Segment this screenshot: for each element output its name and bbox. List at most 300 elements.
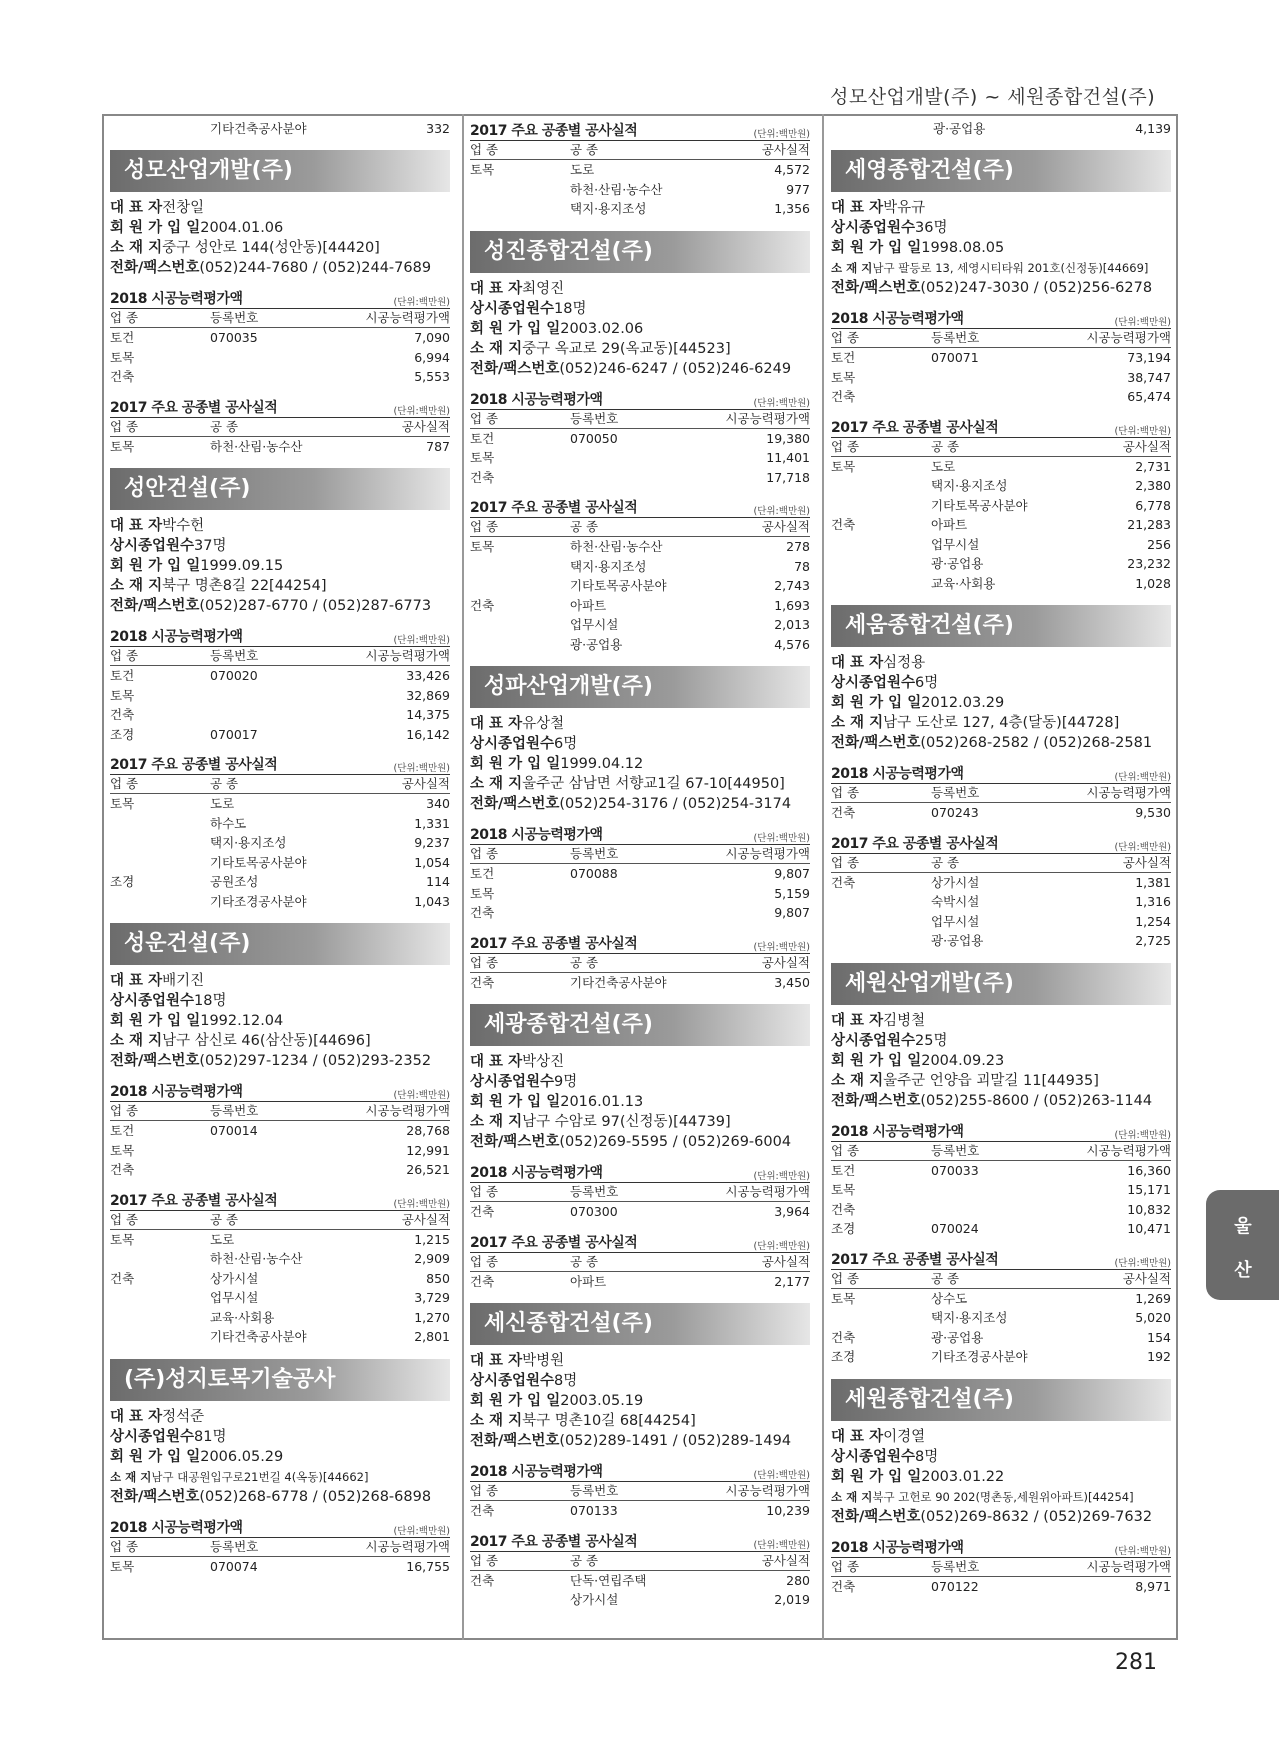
section-header — [470, 1531, 810, 1552]
capability-table — [831, 308, 1171, 407]
cell: 건축 — [831, 805, 856, 820]
cell: 070122 — [931, 1578, 979, 1594]
info-label: 회 원 가 입 일 — [110, 558, 201, 574]
info-value: 81명 — [194, 1428, 227, 1445]
table-header — [831, 438, 1171, 457]
cell: 아파트 — [570, 597, 607, 613]
cell: 조경 — [110, 726, 135, 742]
info-value: (052)246-6247 / (052)246-6249 — [559, 360, 792, 377]
cell: 업무시설 — [570, 617, 619, 632]
info-line — [831, 238, 1171, 258]
table-row — [470, 537, 810, 557]
table-row — [470, 1571, 810, 1591]
cell: 토목 — [110, 438, 135, 454]
table-row — [110, 1269, 450, 1289]
info-value: 박유규 — [883, 200, 926, 216]
info-label: 회 원 가 입 일 — [831, 1052, 922, 1069]
unit-label: (단위:백만원) — [1114, 317, 1171, 328]
unit-label: (단위:백만원) — [753, 397, 810, 409]
info-line — [110, 1487, 450, 1507]
cell: 광·공업용 — [931, 933, 984, 948]
col-header: 공사실적 — [401, 418, 450, 434]
company-block — [110, 923, 450, 1347]
cell: 토건 — [470, 866, 495, 881]
col-header: 공 종 — [570, 1552, 599, 1568]
cell: 토건 — [831, 1162, 856, 1178]
table-row — [110, 1327, 450, 1347]
company-block — [831, 150, 1171, 593]
table-row — [110, 853, 450, 873]
info-label: 소 재 지 — [831, 715, 884, 731]
info-line — [831, 673, 1171, 693]
info-line — [470, 1132, 810, 1152]
table-row — [110, 892, 450, 912]
table-row — [110, 1141, 450, 1161]
cell: 38,747 — [1127, 369, 1171, 385]
info-line — [831, 1091, 1171, 1111]
cell — [210, 686, 340, 706]
cell — [210, 348, 340, 368]
unit-label: (단위:백만원) — [393, 297, 450, 308]
info-value: (052)269-5595 / (052)269-6004 — [559, 1134, 792, 1150]
cell: 070033 — [931, 1162, 979, 1178]
cell — [210, 705, 340, 725]
info-value: 8명 — [915, 1448, 939, 1465]
cell — [931, 368, 1061, 388]
section-title: 2017 주요 공종별 공사실적 — [110, 757, 278, 773]
info-label: 전화/팩스번호 — [110, 1488, 200, 1505]
cell: 2,380 — [1135, 478, 1171, 493]
info-value: 남구 삼신로 46(삼산동)[44696] — [162, 1033, 371, 1049]
col-header: 공사실적 — [761, 954, 810, 970]
info-line — [470, 714, 810, 734]
table-header — [470, 954, 810, 973]
cell: 070017 — [210, 726, 258, 742]
info-label: 상시종업원수 — [110, 1428, 195, 1445]
table-header — [470, 845, 810, 864]
table-header — [110, 775, 450, 794]
col-header: 공 종 — [931, 1270, 960, 1286]
column-3 — [831, 120, 1171, 1600]
cell: 15,171 — [1127, 1182, 1171, 1197]
info-label: 소 재 지 — [110, 1469, 152, 1484]
info-label: 대 표 자 — [470, 1054, 523, 1070]
cell: 기타토목공사분야 — [570, 578, 667, 593]
col-header: 등록번호 — [210, 1538, 259, 1554]
table-row — [110, 1308, 450, 1328]
col-header: 업 종 — [831, 330, 860, 345]
info-label: 대 표 자 — [831, 1012, 884, 1029]
cell: 건축 — [831, 1329, 856, 1345]
cell: 2,743 — [774, 578, 810, 593]
col-header: 공 종 — [570, 954, 599, 970]
table-row — [470, 1202, 810, 1222]
unit-label: (단위:백만원) — [1114, 772, 1171, 783]
table-row — [470, 1590, 810, 1610]
unit-label: (단위:백만원) — [393, 763, 450, 774]
cell: 광·공업용 — [931, 1329, 984, 1345]
info-label: 소 재 지 — [831, 1072, 884, 1089]
cell: 건축 — [110, 1270, 135, 1286]
cell — [931, 1200, 1061, 1220]
cell: 토건 — [110, 668, 135, 683]
section-header — [831, 1121, 1171, 1142]
cell — [831, 931, 931, 951]
info-value: 1999.09.15 — [200, 558, 284, 574]
info-label: 대 표 자 — [110, 518, 163, 534]
col-header: 업 종 — [110, 1538, 139, 1554]
cell: 9,807 — [774, 866, 810, 881]
info-label: 상시종업원수 — [470, 1074, 555, 1090]
table-row — [110, 1249, 450, 1269]
section-header — [470, 1232, 810, 1253]
cell: 1,331 — [414, 815, 450, 831]
info-label: 회 원 가 입 일 — [110, 1448, 201, 1465]
capability-table — [470, 1461, 810, 1521]
section-title: 2018 시공능력평가액 — [470, 1165, 603, 1181]
cell: 조경 — [110, 874, 135, 889]
col-header: 등록번호 — [210, 648, 259, 663]
cell — [470, 615, 570, 635]
performance-table — [470, 497, 810, 654]
info-label: 상시종업원수 — [831, 220, 916, 236]
section-header — [110, 1081, 450, 1102]
col-header: 업 종 — [110, 418, 139, 434]
table-row — [110, 686, 450, 706]
cell: 교육·사회용 — [210, 1309, 275, 1325]
col-header: 업 종 — [831, 1270, 860, 1286]
section-title: 2017 주요 공종별 공사실적 — [110, 399, 278, 416]
info-label: 대 표 자 — [470, 280, 523, 297]
col-header: 등록번호 — [931, 1142, 980, 1158]
cell: 토목 — [831, 458, 856, 474]
info-value: (052)244-7680 / (052)244-7689 — [199, 260, 432, 276]
section-title: 2017 주요 공종별 공사실적 — [831, 419, 999, 436]
info-value: 최영진 — [522, 280, 565, 297]
company-name: 성모산업개발(주) — [110, 150, 450, 192]
section-title: 2017 주요 공종별 공사실적 — [110, 1192, 278, 1209]
info-line — [470, 1351, 810, 1371]
col-header: 시공능력평가액 — [1086, 785, 1171, 800]
table-row — [831, 476, 1171, 496]
col-header: 등록번호 — [931, 330, 980, 345]
cell: 건축 — [470, 905, 495, 920]
info-label: 소 재 지 — [470, 1114, 523, 1130]
cell: 9,530 — [1135, 805, 1171, 820]
table-header — [831, 854, 1171, 873]
cell — [831, 496, 931, 516]
unit-label: (단위:백만원) — [1114, 1129, 1171, 1141]
region-side-tab: 울 산 — [1206, 1190, 1279, 1300]
capability-table — [470, 1162, 810, 1222]
info-line — [831, 1051, 1171, 1071]
info-line — [831, 693, 1171, 713]
table-row — [831, 1328, 1171, 1348]
col-header: 공 종 — [210, 776, 239, 791]
cell: 기타토목공사분야 — [210, 854, 307, 870]
info-label: 전화/팩스번호 — [470, 1134, 560, 1150]
cell: 340 — [426, 796, 450, 811]
info-line — [110, 516, 450, 536]
cell: 3,964 — [774, 1204, 810, 1219]
cell: 하천·산림·농수산 — [210, 438, 303, 454]
col-header: 시공능력평가액 — [725, 1184, 810, 1199]
info-line — [470, 319, 810, 339]
section-title: 2018 시공능력평가액 — [831, 311, 964, 327]
table-row — [110, 1230, 450, 1250]
col-header: 등록번호 — [570, 846, 619, 861]
info-label: 소 재 지 — [110, 1033, 163, 1049]
table-row — [110, 705, 450, 725]
info-value: 심정용 — [883, 655, 926, 671]
cell: 26,521 — [406, 1162, 450, 1177]
section-header — [110, 1190, 450, 1211]
table-row — [831, 1289, 1171, 1309]
info-label: 회 원 가 입 일 — [470, 1393, 561, 1409]
info-line — [110, 991, 450, 1011]
cell: 기타건축공사분야 — [210, 1329, 307, 1344]
cell: 도로 — [210, 796, 235, 811]
cell: 23,232 — [1127, 556, 1171, 571]
info-line — [470, 1371, 810, 1391]
cell: 16,142 — [406, 726, 450, 742]
info-label: 전화/팩스번호 — [831, 735, 921, 751]
section-title: 2017 주요 공종별 공사실적 — [470, 1234, 638, 1251]
info-value: 울주군 삼남면 서향교1길 67-10[44950] — [522, 776, 785, 792]
col-header: 업 종 — [470, 954, 499, 970]
info-value: 1998.08.05 — [921, 240, 1005, 256]
section-header — [110, 754, 450, 775]
cell: 3,450 — [774, 974, 810, 990]
cell — [831, 1308, 931, 1328]
info-line — [831, 653, 1171, 673]
info-value: 2006.05.29 — [200, 1448, 284, 1465]
col-header: 공 종 — [570, 1253, 599, 1269]
table-row — [110, 328, 450, 348]
table-header — [831, 784, 1171, 803]
col-header: 등록번호 — [931, 1558, 980, 1574]
cell: 1,270 — [414, 1309, 450, 1325]
cell: 숙박시설 — [931, 894, 980, 909]
info-value: 북구 고헌로 90 202(명촌동,세원위아파트)[44254] — [872, 1489, 1134, 1504]
info-line — [831, 278, 1171, 298]
info-value: 1999.04.12 — [560, 756, 644, 772]
section-title: 2018 시공능력평가액 — [470, 391, 603, 408]
cell — [831, 476, 931, 496]
cell: 2,019 — [774, 1592, 810, 1607]
cell: 10,832 — [1127, 1201, 1171, 1217]
info-line — [110, 218, 450, 238]
section-header — [831, 1249, 1171, 1270]
performance-table — [470, 1531, 810, 1610]
cell: 하천·산림·농수산 — [570, 539, 663, 554]
info-line — [831, 1011, 1171, 1031]
info-line — [110, 1467, 450, 1487]
cell: 8,971 — [1135, 1578, 1171, 1594]
info-label: 상시종업원수 — [470, 300, 555, 317]
cell: 건축 — [470, 597, 495, 613]
info-label: 전화/팩스번호 — [831, 280, 921, 296]
info-value: 37명 — [194, 538, 227, 554]
info-label: 대 표 자 — [831, 200, 884, 216]
table-row — [110, 437, 450, 457]
table-header — [470, 1183, 810, 1202]
cell: 상가시설 — [931, 874, 980, 890]
unit-label: (단위:백만원) — [753, 1470, 810, 1481]
table-row — [831, 554, 1171, 574]
info-value: 9명 — [554, 1074, 578, 1090]
info-value: 전창일 — [162, 200, 205, 216]
performance-table — [831, 1249, 1171, 1367]
unit-label: (단위:백만원) — [1114, 1545, 1171, 1557]
cell: 토목 — [470, 450, 495, 465]
page-header-title: 성모산업개발(주) ~ 세원종합건설(주) — [830, 86, 1156, 108]
info-line — [110, 536, 450, 556]
company-name: 세영종합건설(주) — [831, 150, 1171, 192]
cell: 토건 — [110, 330, 135, 345]
info-value: 중구 성안로 144(성안동)[44420] — [162, 240, 380, 256]
info-value: (052)269-8632 / (052)269-7632 — [920, 1508, 1153, 1525]
info-line — [831, 1507, 1171, 1527]
col-header: 시공능력평가액 — [1086, 1558, 1171, 1574]
info-line — [470, 1431, 810, 1451]
cell: 5,159 — [774, 885, 810, 901]
capability-table — [831, 1121, 1171, 1239]
cell: 업무시설 — [931, 536, 980, 552]
col-header: 업 종 — [110, 1211, 139, 1227]
continued-row: 기타건축공사분야 332 — [210, 121, 450, 136]
col-header: 시공능력평가액 — [365, 648, 450, 663]
cell: 도로 — [931, 458, 956, 474]
info-value: 유상철 — [522, 716, 565, 732]
cell — [470, 1590, 570, 1610]
table-header — [831, 1142, 1171, 1161]
table-row — [110, 1288, 450, 1308]
section-header — [470, 824, 810, 845]
continued-performance-table: 2017 주요 공종별 공사실적 (단위:백만원) 업 종 공 종 공사실적 토목 도로 4,572 하천·산림·농수산 977 택지·용지조성 1,356 — [470, 120, 810, 219]
cell: 토목 — [470, 162, 495, 177]
cell: 하천·산림·농수산 — [570, 181, 663, 197]
cell — [210, 367, 340, 387]
cell: 16,755 — [406, 1558, 450, 1574]
info-line — [470, 774, 810, 794]
cell: 건축 — [470, 1273, 495, 1289]
info-value: (052)254-3176 / (052)254-3174 — [559, 796, 792, 812]
cell: 7,090 — [414, 330, 450, 345]
info-line — [470, 1052, 810, 1072]
table-header — [110, 309, 450, 328]
info-line — [470, 339, 810, 359]
cell: 3,729 — [414, 1290, 450, 1305]
info-line — [110, 971, 450, 991]
cell: 아파트 — [570, 1273, 607, 1289]
cell: 토목 — [110, 796, 135, 811]
capability-table — [831, 1537, 1171, 1597]
cell: 상가시설 — [570, 1592, 619, 1607]
cell: 업무시설 — [210, 1290, 259, 1305]
cell: 2,731 — [1135, 458, 1171, 474]
table-header — [470, 518, 810, 537]
performance-table — [831, 833, 1171, 951]
table-row — [831, 1308, 1171, 1328]
info-label: 소 재 지 — [831, 1489, 873, 1504]
col-header: 업 종 — [470, 1184, 499, 1199]
unit-label: (단위:백만원) — [1114, 1257, 1171, 1269]
col-header: 시공능력평가액 — [725, 846, 810, 861]
cell: 1,054 — [414, 854, 450, 870]
cell: 278 — [786, 539, 810, 554]
cell: 조경 — [831, 1221, 856, 1236]
cell: 업무시설 — [931, 913, 980, 929]
info-line — [470, 359, 810, 379]
col-header: 업 종 — [470, 1253, 499, 1269]
cell: 070035 — [210, 330, 258, 345]
info-value: 북구 명촌8길 22[44254] — [162, 578, 327, 594]
unit-label: (단위:백만원) — [753, 941, 810, 953]
cell — [470, 180, 570, 200]
col-header: 시공능력평가액 — [365, 1103, 450, 1118]
cell — [831, 574, 931, 594]
section-title: 2018 시공능력평가액 — [831, 1123, 964, 1140]
cell: 아파트 — [931, 517, 968, 532]
cell: 6,994 — [414, 349, 450, 365]
info-label: 전화/팩스번호 — [110, 598, 200, 614]
cell — [470, 199, 570, 219]
info-line — [110, 1011, 450, 1031]
company-name: 성진종합건설(주) — [470, 231, 810, 273]
info-label: 소 재 지 — [470, 1413, 523, 1429]
section-header — [831, 308, 1171, 329]
section-title: 2017 주요 공종별 공사실적 — [831, 835, 999, 852]
cell — [470, 576, 570, 596]
cell: 토목 — [110, 1558, 135, 1574]
company-name: 세광종합건설(주) — [470, 1004, 810, 1046]
col-header: 공 종 — [931, 438, 960, 454]
table-row — [831, 1347, 1171, 1367]
info-label: 전화/팩스번호 — [110, 260, 200, 276]
cell: 건축 — [470, 1503, 495, 1518]
col-header: 업 종 — [470, 1483, 499, 1498]
col-header: 등록번호 — [931, 785, 980, 800]
cell: 17,718 — [766, 469, 810, 485]
cell: 토목 — [110, 349, 135, 365]
info-label: 회 원 가 입 일 — [470, 1094, 561, 1110]
info-label: 상시종업원수 — [831, 1032, 916, 1049]
info-value: (052)268-2582 / (052)268-2581 — [920, 735, 1153, 751]
info-value: 북구 명촌10길 68[44254] — [522, 1413, 696, 1429]
info-line — [110, 258, 450, 278]
cell — [931, 387, 1061, 407]
info-label: 대 표 자 — [110, 200, 163, 216]
info-value: 남구 도산로 127, 4층(달동)[44728] — [883, 715, 1120, 731]
section-title: 2018 시공능력평가액 — [470, 1464, 603, 1480]
info-value: 김병철 — [883, 1012, 926, 1029]
section-title: 2017 주요 공종별 공사실적 — [470, 1533, 638, 1550]
info-value: 18명 — [554, 300, 587, 317]
cell: 도로 — [210, 1231, 235, 1247]
cell — [470, 635, 570, 655]
info-value: 정석준 — [162, 1408, 205, 1425]
info-label: 상시종업원수 — [110, 538, 195, 554]
cell: 토건 — [831, 350, 856, 365]
cell: 33,426 — [406, 668, 450, 683]
col-header: 업 종 — [831, 1558, 860, 1574]
cell: 공원조성 — [210, 874, 259, 889]
col-header: 업 종 — [110, 310, 139, 325]
table-row — [470, 596, 810, 616]
col-header: 공 종 — [931, 854, 960, 870]
info-label: 회 원 가 입 일 — [470, 756, 561, 772]
